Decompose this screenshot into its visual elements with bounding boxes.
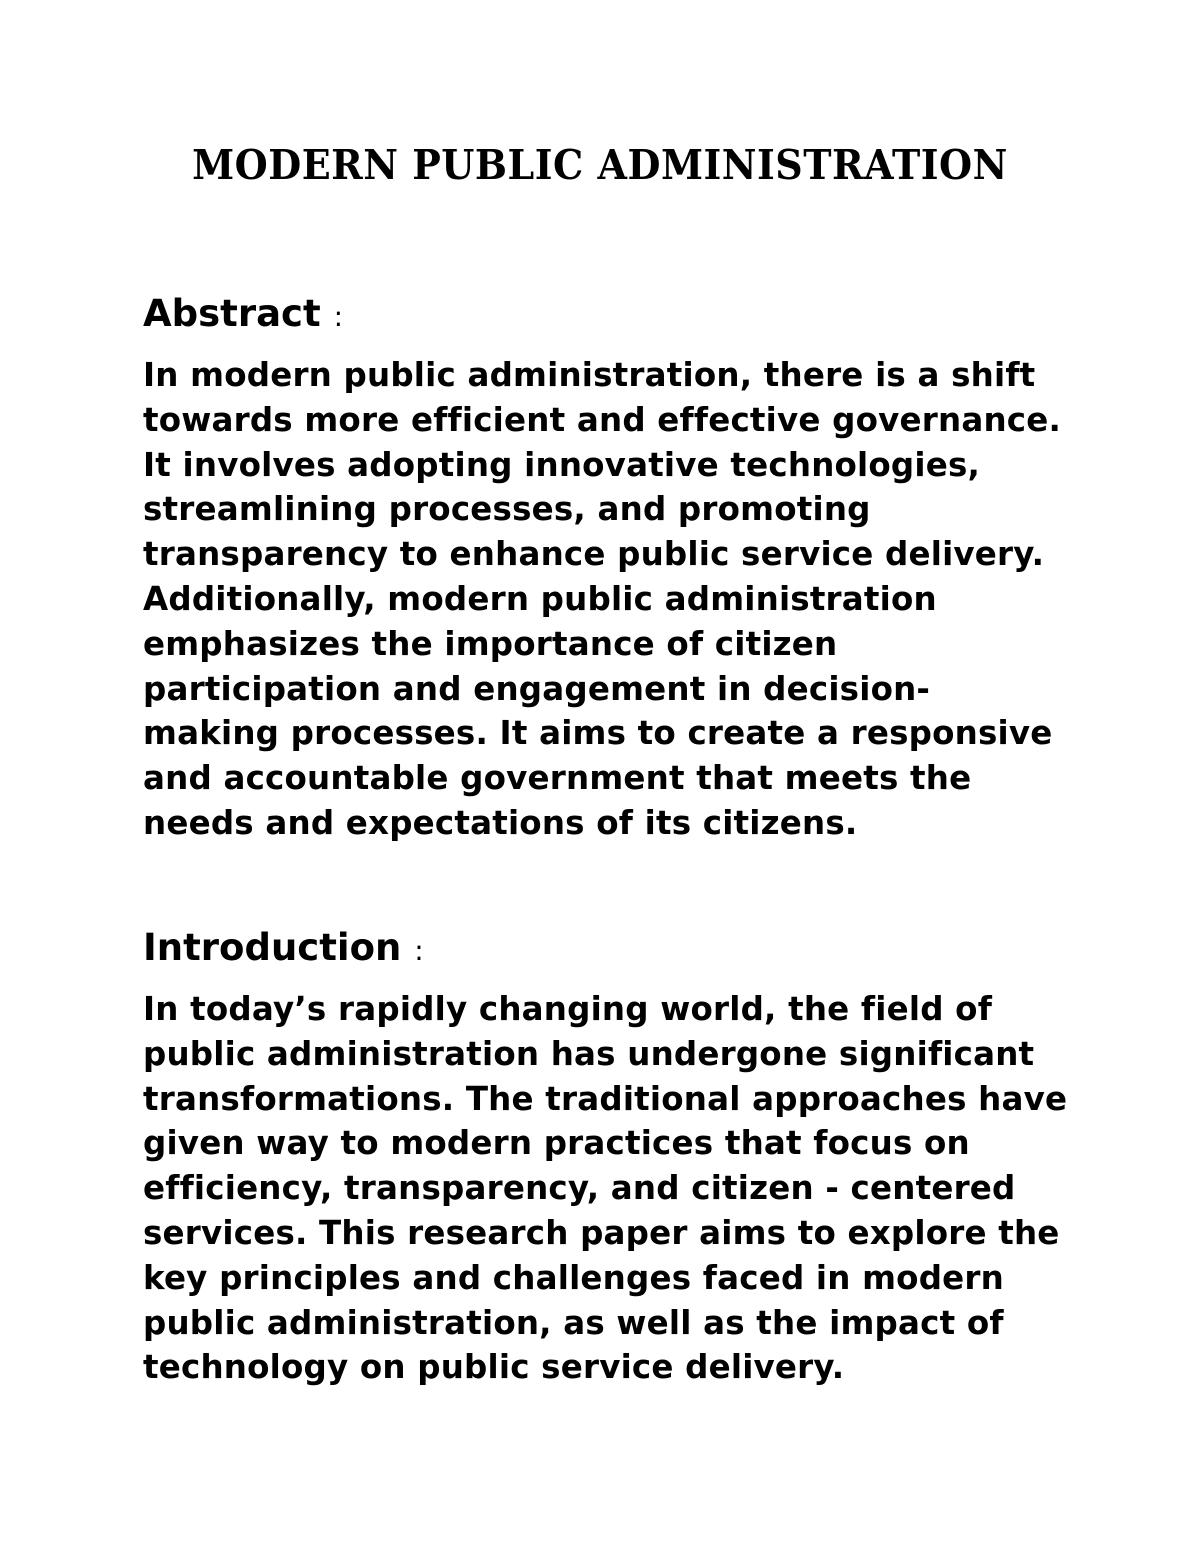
abstract-heading-colon: :: [333, 300, 343, 333]
abstract-line: In modern public administration, there is a shift: [143, 356, 1036, 394]
introduction-line: public administration has undergone significant: [143, 1034, 1035, 1073]
abstract-heading: [143, 288, 1068, 343]
abstract-section: [143, 288, 1068, 846]
introduction-line: services. This research paper aims to explore the: [143, 1213, 1060, 1252]
introduction-heading: [143, 922, 1068, 977]
abstract-line: streamlining processes, and promoting: [143, 490, 871, 529]
abstract-line: needs and expectations of its citizens.: [143, 803, 858, 842]
abstract-heading-text: Abstract: [143, 292, 321, 335]
abstract-line: towards more efficient and effective governance.: [143, 400, 1062, 439]
introduction-line: public administration, as well as the impact of: [143, 1303, 1004, 1342]
introduction-line: key principles and challenges faced in modern: [143, 1258, 1004, 1297]
abstract-line: Additionally, modern public administration: [143, 579, 937, 618]
abstract-line: It involves adopting innovative technologies,: [143, 445, 981, 484]
introduction-line: given way to modern practices that focus on: [143, 1124, 970, 1163]
abstract-body: [143, 353, 1068, 846]
introduction-line: efficiency, transparency, and citizen - centered: [143, 1169, 1016, 1208]
document-title: MODERN PUBLIC ADMINISTRATION: [192, 140, 1008, 189]
introduction-body: [143, 987, 1068, 1390]
abstract-line: transparency to enhance public service delivery.: [143, 535, 1045, 574]
introduction-line: In today’s rapidly changing world, the field of: [143, 990, 993, 1028]
abstract-line: participation and engagement in decision-: [143, 669, 931, 708]
introduction-section: [143, 922, 1068, 1390]
introduction-heading-text: Introduction: [143, 926, 402, 969]
abstract-line: emphasizes the importance of citizen: [143, 624, 838, 663]
abstract-line: and accountable government that meets the: [143, 759, 972, 798]
introduction-heading-colon: :: [414, 934, 424, 967]
abstract-line: making processes. It aims to create a responsive: [143, 714, 1053, 753]
introduction-line: technology on public service delivery.: [143, 1348, 845, 1387]
introduction-line: transformations. The traditional approaches have: [143, 1079, 1068, 1118]
